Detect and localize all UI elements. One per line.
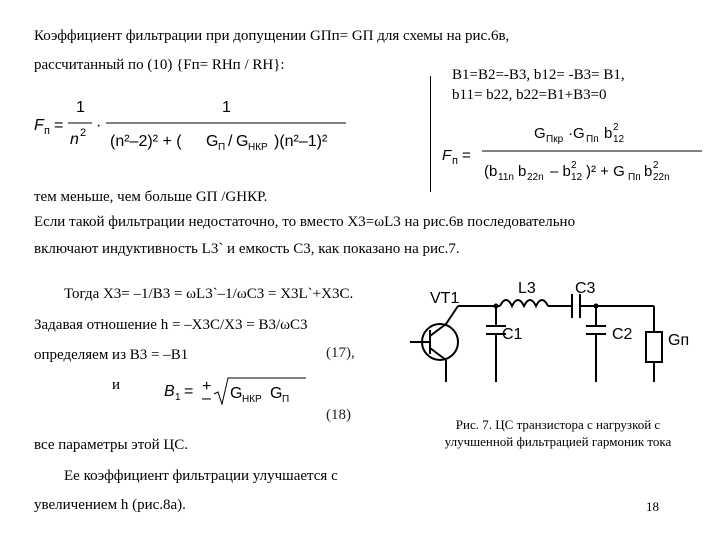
svg-text:П: П — [218, 142, 226, 153]
filtration-formula-1 — [30, 90, 350, 160]
svg-text:1: 1 — [175, 392, 181, 403]
svg-text:12: 12 — [571, 172, 583, 183]
svg-text:B: B — [164, 383, 175, 400]
text-line-10: все параметры этой ЦС. — [34, 437, 188, 453]
svg-text:G: G — [206, 133, 219, 150]
svg-text:11n: 11n — [498, 172, 514, 183]
text-line-11: Ее коэффициент фильтрации улучшается с — [64, 468, 338, 484]
svg-text:2: 2 — [653, 160, 659, 171]
svg-text:Пп: Пп — [586, 134, 599, 145]
svg-text:1: 1 — [76, 99, 85, 116]
svg-text:F: F — [442, 147, 452, 164]
svg-text:– b: – b — [550, 163, 571, 180]
text-line-12: увеличением h (рис.8а). — [34, 497, 186, 513]
svg-text:G: G — [270, 385, 283, 402]
vt1-label: VT1 — [430, 290, 460, 307]
svg-text:НКР: НКР — [248, 142, 268, 153]
gp-label: Gп — [668, 332, 690, 349]
text-line-5: включают индуктивность L3` и емкость C3, как показано на рис.7. — [34, 241, 460, 257]
svg-text:)² + G: )² + G — [586, 163, 625, 180]
svg-text:22n: 22n — [653, 172, 670, 183]
svg-text:Пп: Пп — [628, 172, 641, 183]
page-number: 18 — [646, 499, 659, 514]
svg-text:/: / — [228, 133, 233, 150]
equation-number-18: (18) — [326, 407, 351, 423]
equation-number-17: (17), — [326, 345, 355, 361]
svg-text:(b: (b — [484, 163, 498, 180]
figure-caption-line-2: улучшенной фильтрацией гармоник тока — [444, 434, 672, 449]
relations-line-2: b11= b22, b22=B1+B3=0 — [452, 87, 607, 103]
svg-text:G: G — [230, 385, 243, 402]
text-line-2: рассчитанный по (10) {Fп= RНп / RН}: — [34, 57, 285, 73]
svg-text:=: = — [184, 383, 194, 400]
svg-text:)(n²–1)²: )(n²–1)² — [274, 133, 328, 150]
c3-label: C3 — [575, 280, 596, 297]
svg-text:b: b — [604, 125, 613, 142]
svg-text:НКР: НКР — [242, 394, 262, 405]
svg-text:П: П — [282, 394, 290, 405]
text-line-4: Если такой фильтрации недостаточно, то вместо X3=ωL3 на рис.6в последовательно — [34, 214, 576, 230]
b1-formula — [160, 372, 310, 412]
text-line-8: определяем из B3 = –B1 — [34, 347, 189, 363]
svg-text:·: · — [96, 117, 102, 134]
svg-text:22n: 22n — [527, 172, 544, 183]
svg-text:G: G — [534, 125, 546, 142]
text-line-3: тем меньше, чем больше GП /GНКР. — [34, 189, 268, 205]
filtration-formula-2 — [438, 118, 708, 192]
svg-text:п: п — [44, 125, 50, 137]
svg-text:–: – — [202, 390, 211, 407]
text-line-7: Задавая отношение h = –X3C/X3 = B3/ωC3 — [34, 317, 308, 333]
svg-text:=: = — [462, 147, 471, 164]
text-line-1: Коэффициент фильтрации при допущении GПп= GП для схемы на рис.6в, — [34, 28, 510, 44]
svg-text:+: + — [202, 378, 212, 395]
svg-text:2: 2 — [613, 122, 619, 133]
svg-text:2: 2 — [80, 127, 87, 139]
svg-text:12: 12 — [613, 134, 625, 145]
svg-text:=: = — [54, 117, 64, 134]
c2-label: C2 — [612, 326, 633, 343]
svg-text:2: 2 — [571, 160, 577, 171]
svg-text:(n²–2)² + (: (n²–2)² + ( — [110, 133, 182, 150]
svg-text:n: n — [70, 131, 79, 148]
svg-text:b: b — [644, 163, 653, 180]
l3-label: L3 — [518, 280, 536, 297]
divider-line — [430, 76, 431, 192]
c1-label: C1 — [502, 326, 523, 343]
svg-text:G: G — [236, 133, 249, 150]
svg-text:F: F — [34, 117, 44, 134]
svg-text:b: b — [518, 163, 527, 180]
text-line-9: и — [112, 377, 121, 393]
svg-text:1: 1 — [222, 99, 231, 116]
figure-caption-line-1: Рис. 7. ЦС транзистора с нагрузкой с — [455, 417, 661, 432]
svg-text:·G: ·G — [568, 125, 585, 142]
text-line-6: Тогда X3= –1/B3 = ωL3`–1/ωC3 = X3L`+X3C. — [64, 286, 354, 302]
svg-text:п: п — [452, 155, 458, 167]
relations-line-1: B1=B2=-B3, b12= -B3= B1, — [452, 67, 625, 83]
svg-text:Пкр: Пкр — [546, 134, 564, 145]
